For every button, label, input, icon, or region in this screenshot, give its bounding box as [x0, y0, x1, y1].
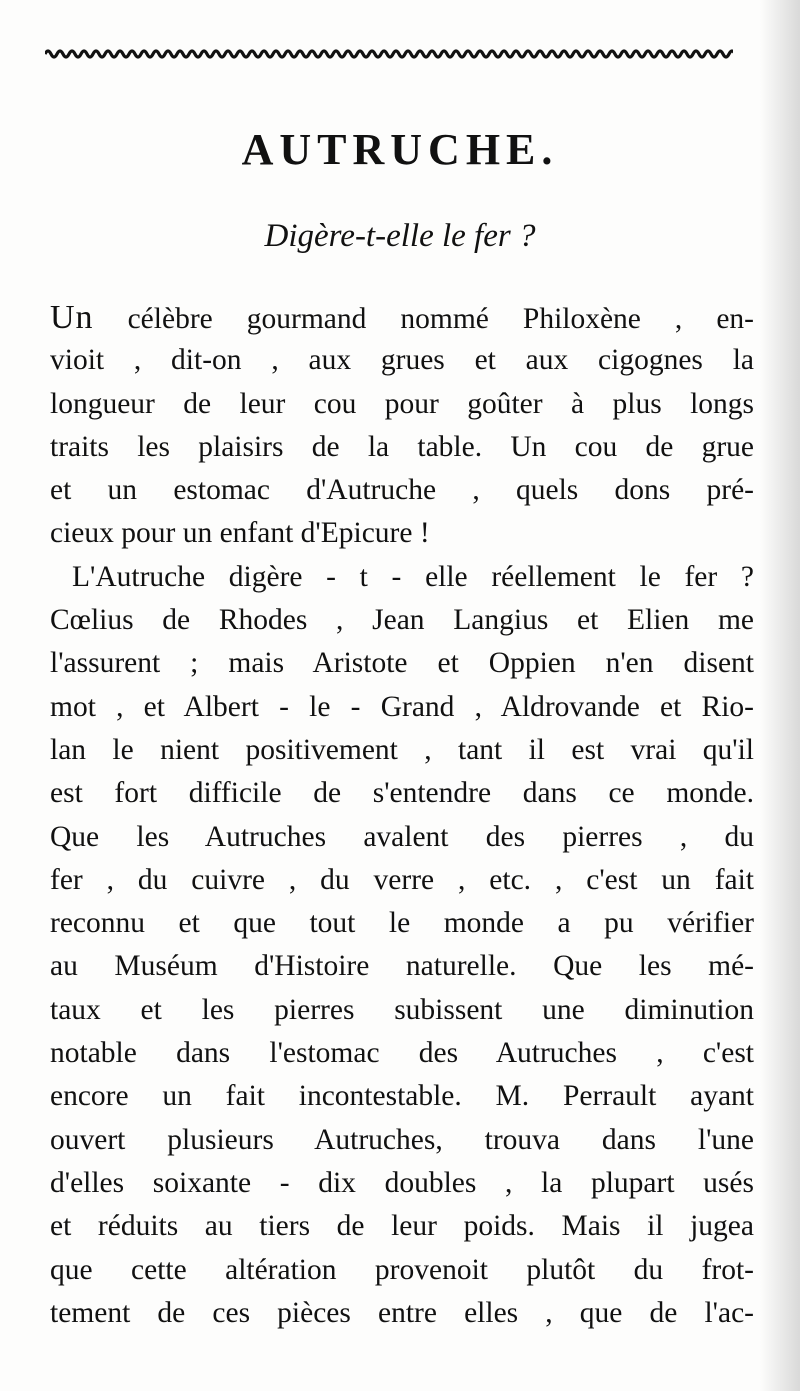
text-line: l'assurent ; mais Aristote et Oppien n'en disent [50, 647, 754, 680]
text-line: Que les Autruches avalent des pierres , du [50, 820, 754, 853]
page-edge-shadow [760, 0, 800, 1391]
text-line: lan le nient positivement , tant il est vrai qu'il [50, 733, 754, 766]
text-line: ouvert plusieurs Autruches, trouva dans l'une [50, 1123, 754, 1156]
text-line: Cœlius de Rhodes , Jean Langius et Elien me [50, 604, 754, 637]
text-line: et un estomac d'Autruche , quels dons pré- [50, 474, 754, 507]
text-line: au Muséum d'Histoire naturelle. Que les mé- [50, 950, 754, 983]
first-line-rest: célèbre gourmand nommé Philoxène , en- [93, 303, 754, 335]
body-text [50, 296, 754, 1335]
text-line: notable dans l'estomac des Autruches , c'est [50, 1037, 754, 1070]
text-line: longueur de leur cou pour goûter à plus longs [50, 387, 754, 420]
text-line: fer , du cuivre , du verre , etc. , c'est un fait [50, 863, 754, 896]
text-line: est fort difficile de s'entendre dans ce monde. [50, 777, 754, 810]
text-line: tement de ces pièces entre elles , que de l'ac- [50, 1296, 754, 1329]
text-line: cieux pour un enfant d'Epicure ! [50, 517, 430, 550]
text-line: que cette altération provenoit plutôt du frot- [50, 1253, 754, 1286]
ornamental-rule [45, 44, 733, 64]
text-line: traits les plaisirs de la table. Un cou de grue [50, 430, 754, 463]
initial-letters: Un [50, 299, 94, 336]
text-line: et réduits au tiers de leur poids. Mais il jugea [50, 1210, 754, 1243]
text-line: encore un fait incontestable. M. Perrault ayant [50, 1080, 754, 1113]
text-line: reconnu et que tout le monde a pu vérifier [50, 907, 754, 940]
text-line: taux et les pierres subissent une diminution [50, 993, 754, 1026]
page-subtitle: Digère-t-elle le fer ? [264, 218, 536, 254]
text-line: L'Autruche digère - t - elle réellement le fer ? [72, 560, 754, 593]
text-line: mot , et Albert - le - Grand , Aldrovande et Rio- [50, 690, 754, 723]
text-line: d'elles soixante - dix doubles , la plupart usés [50, 1166, 754, 1199]
text-line [50, 296, 754, 339]
page-title: AUTRUCHE. [241, 125, 559, 174]
text-line: vioit , dit-on , aux grues et aux cigognes la [50, 344, 754, 377]
